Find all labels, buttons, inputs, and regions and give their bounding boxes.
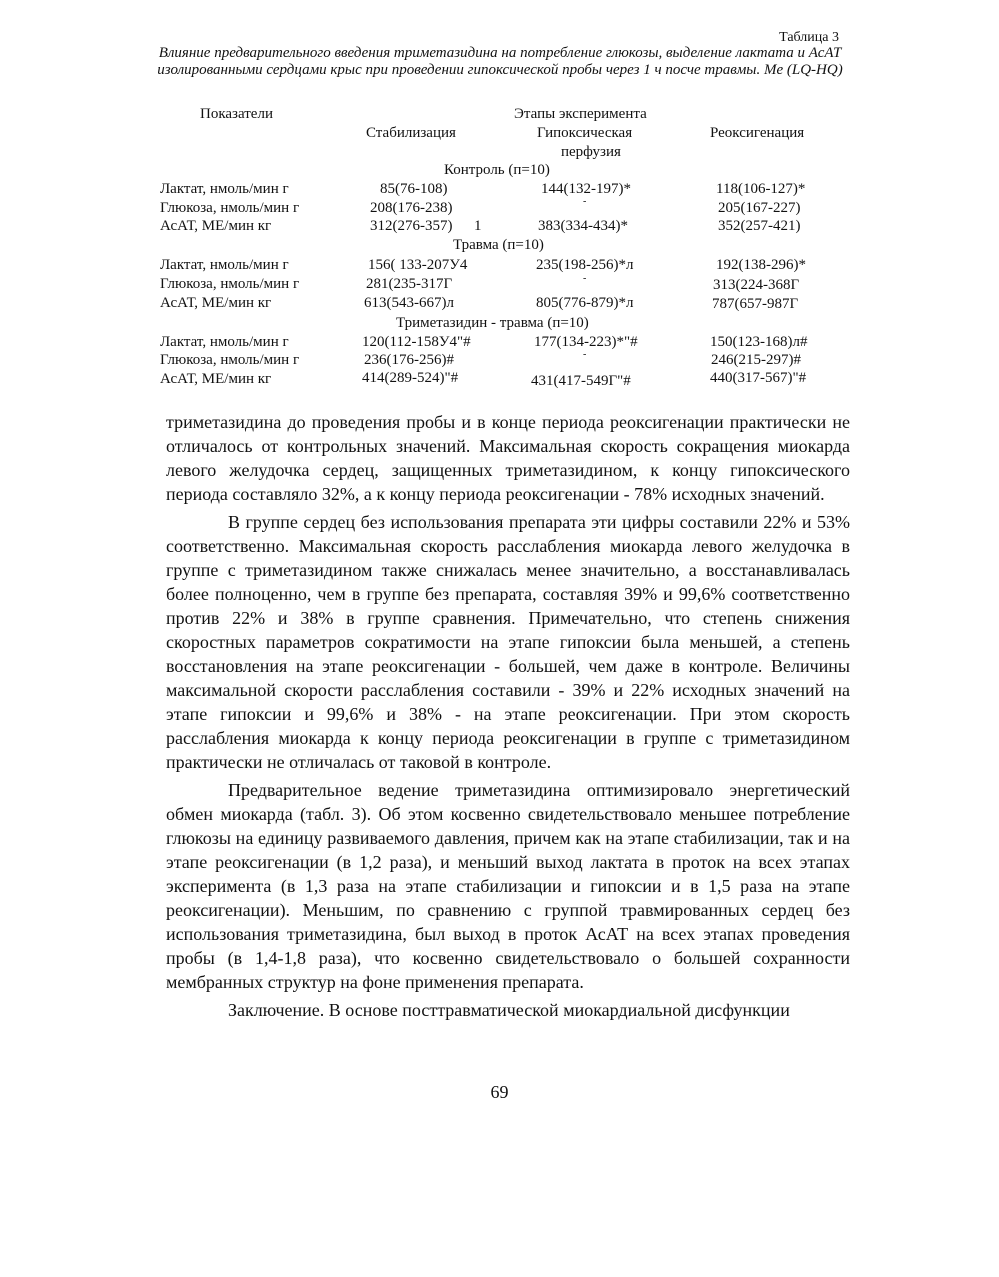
cell-reoxygenation: 313(224-368Г xyxy=(713,277,800,293)
cell-stabilization: 208(176-238) xyxy=(370,200,453,216)
cell-stabilization: 312(276-357) xyxy=(370,218,453,234)
cell-hypoxic: 144(132-197)* xyxy=(541,181,631,197)
row-label: АсАТ, МЕ/мин кг xyxy=(160,218,272,234)
group-title-control: Контроль (п=10) xyxy=(444,162,550,178)
header-indicator: Показатели xyxy=(200,106,273,122)
cell-stabilization: 281(235-317Г xyxy=(366,276,453,292)
cell-hypoxic: 235(198-256)*л xyxy=(536,257,634,273)
cell-reoxygenation: 192(138-296)* xyxy=(716,257,806,273)
cell-hypoxic: - xyxy=(583,349,587,360)
row-label: АсАТ, МЕ/мин кг xyxy=(160,371,272,387)
cell-stabilization: 156( 133-207У4 xyxy=(368,257,468,273)
cell-stabilization: 613(543-667)л xyxy=(364,295,454,311)
cell-reoxygenation: 246(215-297)# xyxy=(711,352,801,368)
cell-stabilization: 85(76-108) xyxy=(380,181,448,197)
row-label: АсАТ, МЕ/мин кг xyxy=(160,295,272,311)
cell-hypoxic: 805(776-879)*л xyxy=(536,295,634,311)
paragraph: Предварительное ведение триметазидина оптимизировало энергетический обмен миокарда (табл. 3). Об этом косвенно свидетельствовало меньшее потребление глюкозы на единицу развиваемого давления, причем как на этапе стабилизации, так и на этапе реоксигенации (в 1,2 раза), и меньший выход лактата в проток на всех этапах эксперимента (в 1,3 раза на этапе стабилизации и гипоксии и в 1,5 раза на этапе реоксигенации). Меньшим, по сравнению с группой травмированных сердец без использования триметазидина, был выход в проток АсАТ на всех этапах проведения пробы (в 1,4-1,8 раза), что косвенно свидетельствовало о большей сохранности мембранных структур на фоне применения препарата. xyxy=(166,780,850,992)
paragraph: В группе сердец без использования препарата эти цифры составили 22% и 53% соответственно. Максимальная скорость расслабления миокарда левого желудочка в группе с триметазидином также снижалась менее значительно, а восстанавливалась более полноценно, чем в группе без препарата, составляя 39% и 99,6% соответственно против 22% и 38% в группе сравнения. Примечательно, что степень снижения скоростных параметров сократимости на этапе гипоксии была меньшей, а степень восстановления на этапе реоксигенации - большей, чем даже в контроле. Величины максимальной скорости расслабления составили - 39% и 22% исходных значений на этапе гипоксии и 99,6% и 38% - на этапе реоксигенации. При этом скорость расслабления миокарда к концу периода реоксигенации в группе с триметазидином практически не отличалась от таковой в контроле. xyxy=(166,512,850,772)
cell-hypoxic: - xyxy=(583,196,587,207)
paragraph: триметазидина до проведения пробы и в конце периода реоксигенации практически не отличалось от контрольных значений. Максимальная скорость сокращения миокарда левого желудочка сердец, защищенных триметазидином, к концу гипоксического периода составляло 32%, а к концу периода реоксигенации - 78% исходных значений. xyxy=(166,412,850,504)
cell-reoxygenation: 150(123-168)л# xyxy=(710,334,808,350)
cell-reoxygenation: 352(257-421) xyxy=(718,218,801,234)
table-caption: Влияние предварительного введения триметазидина на потребление глюкозы, выделение лактата и АсАТ изолированными сердцами крыс при проведении гипоксической пробы через 1 ч посче травмы. Me (LQ-HQ) xyxy=(157,45,843,78)
header-hypoxic-line1: Гипоксическая xyxy=(537,125,633,141)
page-number: 69 xyxy=(490,1082,509,1102)
cell-reoxygenation: 440(317-567)"# xyxy=(710,370,807,386)
cell-hypoxic: 383(334-434)* xyxy=(538,218,628,234)
table-label: Таблица 3 xyxy=(779,30,839,45)
cell-reoxygenation: 787(657-987Г xyxy=(712,296,799,312)
row-label: Глюкоза, нмоль/мин г xyxy=(160,276,300,292)
header-reoxygenation: Реоксигенация xyxy=(710,125,805,141)
cell-hypoxic: 177(134-223)*"# xyxy=(534,334,638,350)
cell-stabilization: 120(112-158У4"# xyxy=(362,334,471,350)
cell-reoxygenation: 205(167-227) xyxy=(718,200,801,216)
header-stabilization: Стабилизация xyxy=(366,125,456,141)
cell-stabilization: 236(176-256)# xyxy=(364,352,454,368)
row-label: Лактат, нмоль/мин г xyxy=(160,334,289,350)
body-text xyxy=(166,410,850,1026)
header-stages: Этапы эксперимента xyxy=(514,106,647,122)
header-hypoxic-line2: перфузия xyxy=(561,144,621,160)
row-label: Глюкоза, нмоль/мин г xyxy=(160,352,300,368)
cell-hypoxic: 431(417-549Г"# xyxy=(531,373,631,389)
cell-mark: 1 xyxy=(474,218,482,234)
row-label: Лактат, нмоль/мин г xyxy=(160,181,289,197)
group-title-trauma: Травма (п=10) xyxy=(453,237,544,253)
row-label: Лактат, нмоль/мин г xyxy=(160,257,289,273)
group-title-trimetazidine: Триметазидин - травма (п=10) xyxy=(396,315,589,331)
cell-stabilization: 414(289-524)"# xyxy=(362,370,459,386)
cell-reoxygenation: 118(106-127)* xyxy=(716,181,806,197)
cell-hypoxic: - xyxy=(583,273,587,284)
paragraph: Заключение. В основе посттравматической миокардиальной дисфункции xyxy=(228,1000,790,1020)
row-label: Глюкоза, нмоль/мин г xyxy=(160,200,300,216)
